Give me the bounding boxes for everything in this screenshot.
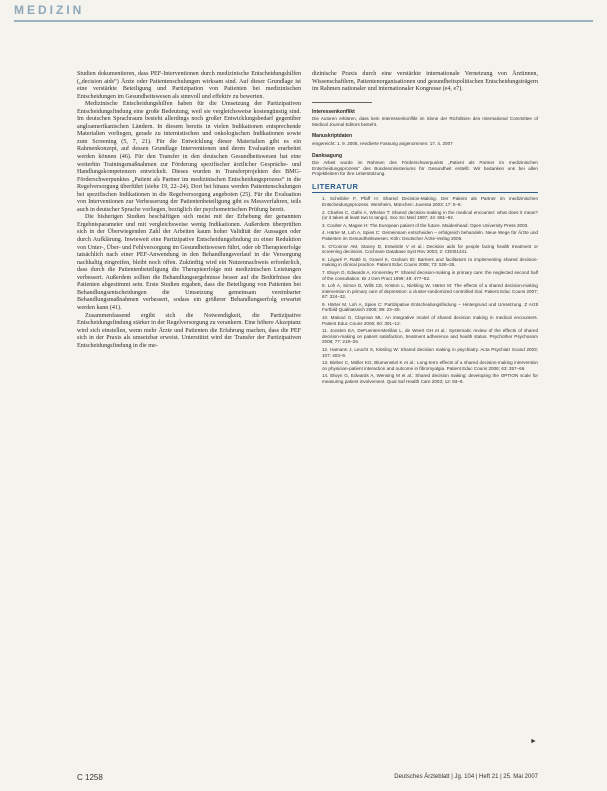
journal-citation: Deutsches Ärzteblatt | Jg. 104 | Heft 21 | 25. Mai 2007 (394, 774, 538, 780)
reference-item: 7. Elwyn G, Edwards A, Kinnersley P: Shared decision-making in primary care: the neglected second half of the consultation. Br J Gen Pract 1999; 49: 477–82. (322, 269, 538, 281)
reference-item: 6. Légaré F, Ratté S, Gravel K, Graham ID: Barriers and facilitators to implementing shared decision-making in clinical practice. Patient Educ Couns 2008; 73: 526–35. (322, 256, 538, 268)
manuscript-text: eingereicht: 1. 9. 2006, revidierte Fassung angenommen: 17. 4. 2007 (312, 140, 453, 146)
page-number: C 1258 (77, 773, 103, 782)
reference-item: 9. Härter M, Loh A, Spies C: Partizipative Entscheidungsfindung – Hintergrund und Umsetzung. Z Arztl Fortbild Qualitatssich 2005; 99: 23–30. (322, 301, 538, 313)
reference-item: 4. Härter M, Loh A, Spies C: Gemeinsam entscheiden – erfolgreich behandeln. Neue Wege für Ärzte und Patienten im Gesundheitswesen. Köln: Deutscher Ärzte-Verlag 2005. (322, 230, 538, 241)
body-paragraph: Studien dokumentieren, dass PEF-Interventionen durch medizinische Entscheidungshilfen („decision aids“) Ärzte oder Patientenschulungen wirksam sind. Auf dieser Grundlage ist eine verstärkte Beteiligung und Partizipation von Patienten bei medizinischen Entscheidungen im Gesundheitswesen als sinnvoll und effektiv zu bewerten. (77, 71, 301, 100)
manuscript-heading: Manuskriptdaten (312, 133, 353, 140)
reference-item: 1. Scheibler F, Pfaff H: Shared Decision-Making. Der Patient als Partner im medizinischen Entscheidungsprozess. Weinheim, München: Juventa 2003; 17: 5–8. (322, 196, 538, 207)
reference-list (312, 196, 538, 384)
literature-heading: LITERATUR (312, 181, 359, 191)
right-intro-paragraph: dizinische Praxis durch eine verstärkte internationale Vernetzung von Ärztinnen, Wissenschaftlern, Patientenorganisationen und gesundheitspolitischen Entscheidungsträgern im Rahmen nationaler und internationaler Kongresse (e4, e7). (312, 71, 538, 93)
divider (312, 102, 372, 103)
reference-item: 3. Coulter A, Magee H: The European patient of the future. Maidenhead: Open University Press 2003. (322, 222, 529, 228)
reference-item: 2. Charles C, Gafni A, Whelan T: Shared decision-making in the medical encounter: what does it mean? (or it takes at least two to tango). Soc Sci Med 1997; 44: 681–92. (322, 209, 538, 221)
page-header (14, 3, 607, 25)
header-rule (14, 20, 593, 22)
section-label: MEDIZIN (14, 3, 85, 17)
reference-item: 10. Makoul G, Clayman ML: An integrative model of shared decision making in medical encounters. Patient Educ Couns 2006; 60: 301–12. (322, 315, 538, 326)
interest-text: Die Autoren erklären, dass kein Interessenkonflikt im Sinne der Richtlinien des International Committee of Medical Journal Editors besteht. (312, 116, 538, 127)
left-column (77, 71, 301, 350)
page-footer (77, 773, 538, 785)
interest-heading: Interessenkonflikt (312, 108, 355, 115)
body-paragraph: Die bisherigen Studien beschäftigen sich meist mit der Erhebung der genannten Ergebnisparameter und mit vergleichsweise wenig Indikationen. Außerdem überprüften sich in der Überwiegenden Zahl der Arbeiten kaum hoher Validität der Aussagen oder durch Aufklärung. Inwieweit eine Partizipative Entscheidungsfindung zu einer Reduktion von Unter-, Über- und Fehlversorgung im Gesundheitswesen führt, oder ob Therapieerfolge tatsächlich nach einer PEF-Anwendung in den Behandlungsverlauf in die Versorgung nachhaltig eingreifen, bleibt noch offen. Zukünftig wird ein Nutzennachweis erforderlich, dass durch die Patientenbeteiligung die Therapieerfolge mit medizinischen Leistungen verbessert. Außerdem sollten die Behandlungsergebnisse besser auf die Bedürfnisse des Patienten abgestimmt sein. Erste Studien ergaben, dass die Beteiligung von Patienten bei Behandlungsentscheidungen die Umsetzung gemeinsam vereinbarter Behandlungsmaßnahmen verbessert, sodass ein größerer Behandlungserfolg erwartet werden kann (41). (77, 214, 301, 311)
body-paragraph: Medizinische Entscheidungshilfen haben für die Umsetzung der Partizipativen Entscheidungsfindung eine große Bedeutung, weil sie vergleichsweise kostengünstig sind. Im deutschen Sprachraum besteht allerdings noch großer Entwicklungsbedarf gegenüber angloamerikanischen Ländern. In diesem bereits in vielen Indikationen entsprechende Materialien vorliegen, gerade zu internistischen und onkologischen Indikationen sowie zum Screening (5, 7, 21). Für die Entwicklung dieser Materialien gibt es ein Rahmenkonzept, auf dessen Grundlage Interventionen und deren Evaluation erarbeitet werden können (46). Für den Transfer in den deutschen Gesundheitswesen hat eine weiterhin Trainingsmaßnahmen zur Förderung spezifischer ärztlicher Gespräche- und Handlungskompetenzen entwickelt. Dieses wurden in Transferprojekten des BMG-Förderschwerpunktes „Patient als Partner im medizinischen Entscheidungsprozess“ in die Regelversorgung überführt (siehe 19, 22–24). Dort bei hinaus werden Patientenschulungen bei spezifischen Indikationen in die Regelversorgung angeboten (25). Für die Evaluation von Interventionen zur Verbesserung der Patientenbeteiligung gibt es Messverfahren, teils auch in deutscher Sprache vorliegen, bezüglich der psychometrischen Prüfung bereit. (77, 101, 301, 213)
body-paragraph: Zusammenfassend ergibt sich die Notwendigkeit, die Partizipative Entscheidungsfindung stärker in der Regelversorgung zu verankern. Eine höhere Akzeptanz wird sich einstellen, wenn mehr Ärzte und Patienten die Erfahrung machen, dass die PEF sich in der Praxis als umsetzbar erweist. Unterstützt wird der Transfer der Partizipativen Entscheidungsfindung in die me- (77, 312, 301, 349)
continue-arrow-icon: ► (530, 738, 537, 745)
right-column (312, 71, 538, 387)
reference-item: 13. Bieber C, Müller KG, Blumenstiel K et al.: Long-term effects of a shared decision-making intervention on physician-patient interaction and outcome in fibromyalgia. Patient Educ Couns 2006; 63: 357–66. (322, 360, 538, 371)
reference-item: 11. Joosten EA, DeFuentes-Merillas L, de Weert GH et al.: Systematic review of the effects of shared decision-making on patient satisfaction, treatment adherence and health status. Psychother Psychosom 2008; 77: 219–26. (322, 328, 538, 345)
literature-rule (312, 192, 538, 193)
reference-item: 14. Elwyn G, Edwards A, Wensing M et al.: Shared decision making: developing the OPTION scale for measuring patient involvement. Qual Saf Health Care 2003; 12: 93–9. (322, 373, 538, 384)
thanks-heading: Danksagung (312, 152, 343, 159)
thanks-text: Die Arbeit wurde im Rahmen des Förderschwerpunkts „Patient als Partner im medizinischen Entscheidungsprozess“ des Bundesministeriums für Gesundheit erstellt. Wir bedanken uns bei allen Projektleitern für ihre Unterstützung. (312, 160, 538, 177)
reference-item: 12. Hamann J, Leucht S, Kissling W: Shared decision making in psychiatry. Acta Psychiatr Scand 2003; 107: 403–9. (322, 347, 538, 358)
reference-item: 8. Loh A, Simon D, Wills CE, Kriston L, Niebling W, Härter M: The effects of a shared decision-making intervention in primary care of depression: a cluster-randomized controlled trial. Patient Educ Couns 2007; 67: 324–32. (322, 283, 538, 300)
reference-item: 5. O'Connor AM, Stacey D, Entwistle V et al.: Decision aids for people facing health treatment or screening decisions. Cochrane Database Syst Rev 2003; 2: CD001431. (322, 243, 538, 255)
